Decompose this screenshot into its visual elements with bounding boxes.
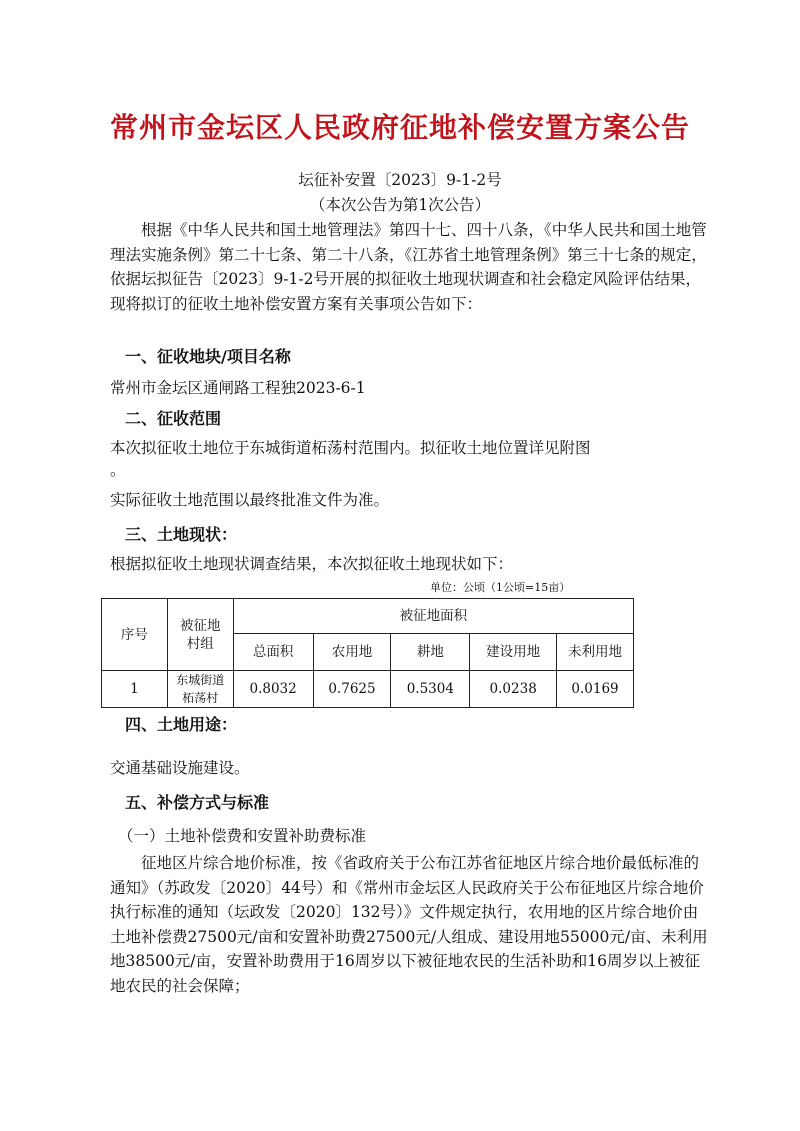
scope-note: 实际征收土地范围以最终批准文件为准。 <box>110 491 390 509</box>
row-unused: 0.0169 <box>557 671 634 708</box>
header-village <box>167 599 233 671</box>
header-total-area: 总面积 <box>233 634 313 671</box>
announcement-count: （本次公告为第1次公告） <box>309 196 491 214</box>
section5-heading: 五、补偿方式与标准 <box>125 793 270 812</box>
land-status-table <box>101 598 634 708</box>
header-area-group: 被征地面积 <box>233 599 633 634</box>
section3-heading: 三、土地现状： <box>125 525 238 544</box>
header-agricultural: 农用地 <box>313 634 391 671</box>
unit-note: 单位：公顷（1公顷=15亩） <box>430 581 571 594</box>
compensation-paragraph: 征地区片综合地价标准，按《省政府关于公布江苏省征地区片综合地价最低标准的通知》（苏政发〔2020〕44号）和《常州市金坛区人民政府关于公布征地区片综合地价执行标准的通知（坛政发〔2020〕132号）》文件规定执行，农用地的区片综合地价由土地补偿费27500元/亩和安置补助费27500元/人组成、建设用地55000元/亩、未利用地38500元/亩，安置补助费用于16周岁以下被征地农民的生活补助和16周岁以上被征地农民的社会保障； <box>110 854 708 995</box>
header-cultivated: 耕地 <box>391 634 470 671</box>
row-village <box>167 671 233 708</box>
row-total-area: 0.8032 <box>233 671 313 708</box>
scope-text: 本次拟征收土地位于东城街道柘荡村范围内。拟征收土地位置详见附图 <box>110 439 591 457</box>
document-title: 常州市金坛区人民政府征地补偿安置方案公告 <box>109 111 690 144</box>
intro-paragraph: 根据《中华人民共和国土地管理法》第四十七、四十八条，《中华人民共和国土地管理法实施条例》第二十七条、第二十八条，《江苏省土地管理条例》第三十七条的规定，依据坛拟征告〔2023〕9-1-2号开展的拟征收土地现状调查和社会稳定风险评估结果，现将拟订的征收土地补偿安置方案有关事项公告如下： <box>110 221 707 313</box>
compensation-subheading: （一）土地补偿费和安置补助费标准 <box>118 827 367 845</box>
row-construction: 0.0238 <box>470 671 557 708</box>
land-status-text: 根据拟征收土地现状调查结果，本次拟征收土地现状如下： <box>110 555 514 573</box>
row-agricultural: 0.7625 <box>313 671 391 708</box>
header-index: 序号 <box>102 599 168 671</box>
section1-heading: 一、征收地块/项目名称 <box>125 347 291 366</box>
document-number: 坛征补安置〔2023〕9-1-2号 <box>298 171 502 189</box>
scope-text-tail: 。 <box>110 461 126 479</box>
row-village-label: 东城街道柘荡村 <box>176 673 225 705</box>
header-construction: 建设用地 <box>470 634 557 671</box>
header-village-label: 被征地村组 <box>179 617 221 652</box>
land-use-text: 交通基础设施建设。 <box>110 759 250 777</box>
section4-heading: 四、土地用途： <box>125 715 238 734</box>
header-unused: 未利用地 <box>557 634 634 671</box>
row-index: 1 <box>102 671 168 708</box>
table-row <box>102 671 634 708</box>
row-cultivated: 0.5304 <box>391 671 470 708</box>
project-name: 常州市金坛区通闸路工程独2023-6-1 <box>110 379 366 397</box>
section2-heading: 二、征收范围 <box>125 409 222 428</box>
